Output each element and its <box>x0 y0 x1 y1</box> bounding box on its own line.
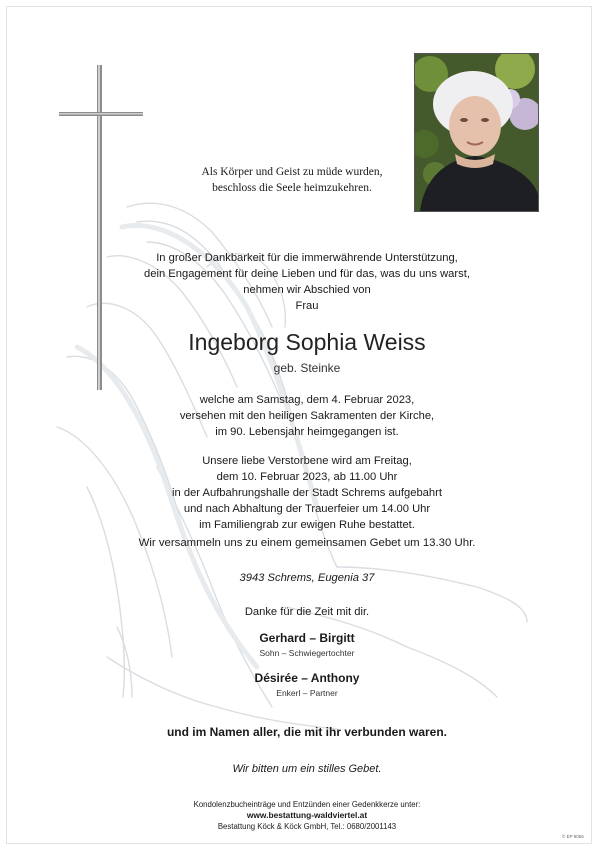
portrait-photo <box>414 53 539 212</box>
parte-sheet <box>6 6 592 844</box>
footer-url-link[interactable]: www.bestattung-waldviertel.at <box>246 810 368 820</box>
funeral-line: dem 10. Februar 2023, ab 11.00 Uhr <box>216 471 398 483</box>
prayer-request: Wir bitten um ein stilles Gebet. <box>232 763 382 775</box>
intro-line: nehmen wir Abschied von <box>243 284 371 296</box>
print-code: © EP 9056 <box>562 834 584 839</box>
intro-line: Frau <box>295 300 319 312</box>
mourner-names: Gerhard – Birgitt <box>259 631 355 645</box>
thanks: Danke für die Zeit mit dir. <box>244 606 370 618</box>
intro-line: In großer Dankbarkeit für die immerwährende Unterstützung, <box>156 252 458 264</box>
death-line: im 90. Lebensjahr heimgegangen ist. <box>215 426 399 438</box>
funeral-line: und nach Abhaltung der Trauerfeier um 14.00 Uhr <box>183 503 431 515</box>
mourner-names: Désirée – Anthony <box>254 671 360 685</box>
closing-line: und im Namen aller, die mit ihr verbunden waren. <box>166 725 448 739</box>
footer-line: Kondolenzbucheinträge und Entzünden einer Gedenkkerze unter: <box>193 800 421 809</box>
intro-line: dein Engagement für deine Lieben und für das, was du uns warst, <box>144 268 470 280</box>
funeral-line: Unsere liebe Verstorbene wird am Freitag, <box>202 455 412 467</box>
address: 3943 Schrems, Eugenia 37 <box>239 572 375 584</box>
quote <box>167 164 417 196</box>
funeral-line: in der Aufbahrungshalle der Stadt Schrems aufgebahrt <box>172 487 442 499</box>
mourner-relation: Enkerl – Partner <box>276 688 338 698</box>
mourner-relation: Sohn – Schwiegertochter <box>259 648 355 658</box>
funeral-line: im Familiengrab zur ewigen Ruhe bestattet. <box>199 519 415 531</box>
deceased-name: Ingeborg Sophia Weiss <box>188 329 426 355</box>
quote-line: Als Körper und Geist zu müde wurden, <box>201 166 383 178</box>
quote-line: beschloss die Seele heimzukehren. <box>212 182 372 194</box>
footer <box>157 799 457 832</box>
death-line: versehen mit den heiligen Sakramenten der Kirche, <box>179 410 435 422</box>
intro-text <box>107 250 507 314</box>
death-info <box>107 392 507 440</box>
birth-name: geb. Steinke <box>273 361 341 375</box>
footer-line: Bestattung Köck & Köck GmbH, Tel.: 0680/2001143 <box>217 822 397 831</box>
death-line: welche am Samstag, dem 4. Februar 2023, <box>199 394 415 406</box>
funeral-info <box>107 453 507 533</box>
prayer-meeting: Wir versammeln uns zu einem gemeinsamen Gebet um 13.30 Uhr. <box>138 537 476 549</box>
